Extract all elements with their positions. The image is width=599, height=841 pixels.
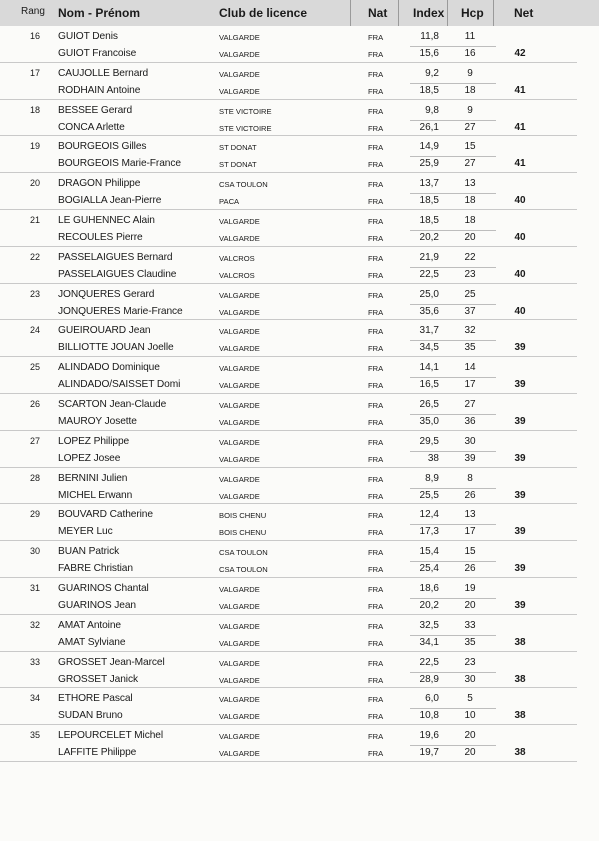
net-score: 42 xyxy=(514,48,526,59)
net-score: 40 xyxy=(514,195,526,207)
player-name: AMAT Antoine xyxy=(58,619,121,631)
player-index: 13,7 xyxy=(419,178,439,190)
row-divider xyxy=(410,267,496,268)
header-net: Net xyxy=(514,6,534,20)
player-hcp: 15 xyxy=(464,141,476,153)
player-name: BOURGEOIS Gilles xyxy=(58,141,147,153)
player-nat: FRA xyxy=(368,33,384,42)
rang-cell: 21 xyxy=(30,214,41,225)
rang-cell: 27 xyxy=(30,435,41,446)
team-row xyxy=(0,100,599,137)
player-hcp: 26 xyxy=(464,563,476,575)
player-hcp: 26 xyxy=(464,489,476,501)
player-nat: FRA xyxy=(368,381,384,391)
net-score: 39 xyxy=(514,489,526,501)
player-nat: FRA xyxy=(368,86,384,96)
player-hcp: 23 xyxy=(464,656,476,668)
net-score: 38 xyxy=(514,636,526,648)
player-club: CSA TOULON xyxy=(219,548,268,558)
player-index: 18,6 xyxy=(419,582,439,594)
rang-cell: 26 xyxy=(30,398,41,409)
player-name: ETHORE Pascal xyxy=(58,693,133,705)
row-divider xyxy=(410,377,496,378)
player-club: VALGARDE xyxy=(219,33,260,42)
player-nat: FRA xyxy=(368,528,384,538)
net-score: 39 xyxy=(514,452,526,464)
player-hcp: 16 xyxy=(464,48,476,59)
player-nat: FRA xyxy=(368,143,384,153)
player-index: 32,5 xyxy=(419,619,439,631)
player-name: FABRE Christian xyxy=(58,563,133,575)
player-name: CAUJOLLE Bernard xyxy=(58,67,149,79)
player-name: LAFFITE Philippe xyxy=(58,747,137,759)
player-index: 22,5 xyxy=(419,656,439,668)
player-name: LE GUHENNEC Alain xyxy=(58,214,155,226)
team-row xyxy=(0,63,599,100)
net-score: 40 xyxy=(514,305,526,317)
player-nat: FRA xyxy=(368,216,384,226)
net-score: 39 xyxy=(514,526,526,538)
team-row xyxy=(0,615,599,652)
player-index: 16,5 xyxy=(419,379,439,391)
player-hcp: 22 xyxy=(464,251,476,263)
player-name: ALINDADO Dominique xyxy=(58,362,160,374)
player-name: GUARINOS Jean xyxy=(58,599,136,611)
player-index: 22,5 xyxy=(419,268,439,280)
player-club: VALGARDE xyxy=(219,381,260,391)
team-row xyxy=(0,541,599,578)
player-hcp: 18 xyxy=(464,195,476,207)
player-index: 38 xyxy=(427,452,439,464)
player-club: VALGARDE xyxy=(219,695,260,705)
player-name: JONQUERES Gerard xyxy=(58,288,155,300)
rang-cell: 28 xyxy=(30,472,41,483)
player-club: VALGARDE xyxy=(219,86,260,96)
player-club: VALGARDE xyxy=(219,712,260,722)
player-nat: FRA xyxy=(368,584,384,594)
net-score: 39 xyxy=(514,599,526,611)
player-nat: FRA xyxy=(368,548,384,558)
player-name: MEYER Luc xyxy=(58,526,113,538)
player-club: VALGARDE xyxy=(219,601,260,611)
rang-cell: 35 xyxy=(30,730,41,741)
player-hcp: 18 xyxy=(464,84,476,96)
player-index: 31,7 xyxy=(419,325,439,337)
player-index: 28,9 xyxy=(419,673,439,685)
player-nat: FRA xyxy=(368,417,384,427)
player-name: MAUROY Josette xyxy=(58,415,137,427)
row-divider xyxy=(410,156,496,157)
player-club: BOIS CHENU xyxy=(219,528,267,538)
player-nat: FRA xyxy=(368,307,384,317)
row-divider xyxy=(410,304,496,305)
player-name: CONCA Arlette xyxy=(58,121,125,133)
player-name: GROSSET Janick xyxy=(58,673,138,685)
player-name: ALINDADO/SAISSET Domi xyxy=(58,379,181,391)
player-nat: FRA xyxy=(368,638,384,648)
rang-cell: 32 xyxy=(30,619,41,630)
player-index: 35,6 xyxy=(419,305,439,317)
player-hcp: 30 xyxy=(464,673,476,685)
header-divider xyxy=(350,0,351,26)
header-divider xyxy=(447,0,448,26)
player-nat: FRA xyxy=(368,565,384,575)
player-name: AMAT Sylviane xyxy=(58,636,126,648)
player-hcp: 20 xyxy=(464,599,476,611)
team-row xyxy=(0,394,599,431)
player-index: 25,4 xyxy=(419,563,439,575)
team-row xyxy=(0,284,599,321)
player-club: VALGARDE xyxy=(219,50,260,59)
player-club: VALGARDE xyxy=(219,749,260,759)
net-score: 41 xyxy=(514,84,526,96)
player-club: VALGARDE xyxy=(219,307,260,317)
player-club: STE VICTOIRE xyxy=(219,123,272,133)
player-club: VALGARDE xyxy=(219,732,260,742)
player-name: PASSELAIGUES Claudine xyxy=(58,268,177,280)
rang-cell: 16 xyxy=(30,31,41,41)
player-hcp: 13 xyxy=(464,509,476,521)
rang-cell: 30 xyxy=(30,546,41,557)
player-hcp: 30 xyxy=(464,435,476,447)
net-score: 38 xyxy=(514,747,526,759)
player-nat: FRA xyxy=(368,749,384,759)
header-hcp: Hcp xyxy=(461,6,484,20)
player-club: ST DONAT xyxy=(219,160,257,170)
player-name: RECOULES Pierre xyxy=(58,231,143,243)
player-club: CSA TOULON xyxy=(219,565,268,575)
rang-cell: 20 xyxy=(30,178,41,189)
player-club: VALGARDE xyxy=(219,437,260,447)
player-index: 20,2 xyxy=(419,231,439,243)
player-club: VALGARDE xyxy=(219,216,260,226)
player-hcp: 14 xyxy=(464,362,476,374)
player-club: VALGARDE xyxy=(219,454,260,464)
player-hcp: 23 xyxy=(464,268,476,280)
team-row xyxy=(0,136,599,173)
rang-cell: 34 xyxy=(30,693,41,704)
player-nat: FRA xyxy=(368,270,384,280)
player-name: GUARINOS Chantal xyxy=(58,582,149,594)
row-divider xyxy=(410,83,496,84)
net-score: 41 xyxy=(514,121,526,133)
net-score: 38 xyxy=(514,710,526,722)
player-index: 17,3 xyxy=(419,526,439,538)
player-nat: FRA xyxy=(368,511,384,521)
player-name: MICHEL Erwann xyxy=(58,489,133,501)
row-divider xyxy=(410,340,496,341)
net-score: 40 xyxy=(514,231,526,243)
player-index: 11,8 xyxy=(420,31,439,42)
player-hcp: 33 xyxy=(464,619,476,631)
player-club: VALGARDE xyxy=(219,69,260,79)
player-hcp: 9 xyxy=(467,104,473,116)
row-divider xyxy=(410,635,496,636)
player-hcp: 35 xyxy=(464,636,476,648)
player-hcp: 8 xyxy=(467,472,473,484)
player-hcp: 19 xyxy=(464,582,476,594)
net-score: 41 xyxy=(514,158,526,170)
player-hcp: 11 xyxy=(464,31,476,42)
player-hcp: 9 xyxy=(467,67,473,79)
net-score: 39 xyxy=(514,563,526,575)
team-row xyxy=(0,468,599,505)
player-nat: FRA xyxy=(368,290,384,300)
header-rang: Rang xyxy=(21,6,45,17)
header-index: Index xyxy=(413,6,445,20)
player-index: 18,5 xyxy=(419,84,439,96)
player-name: GUIOT Francoise xyxy=(58,48,137,59)
player-index: 25,0 xyxy=(419,288,439,300)
player-hcp: 13 xyxy=(464,178,476,190)
player-nat: FRA xyxy=(368,344,384,354)
player-index: 19,7 xyxy=(419,747,439,759)
player-nat: FRA xyxy=(368,491,384,501)
team-row xyxy=(0,173,599,210)
row-divider xyxy=(410,193,496,194)
player-name: BOGIALLA Jean-Pierre xyxy=(58,195,162,207)
player-name: GROSSET Jean-Marcel xyxy=(58,656,165,668)
rang-cell: 24 xyxy=(30,325,41,336)
net-score: 39 xyxy=(514,379,526,391)
row-divider xyxy=(410,488,496,489)
table-header xyxy=(0,0,599,26)
rang-cell: 29 xyxy=(30,509,41,520)
player-club: VALCROS xyxy=(219,270,255,280)
player-hcp: 27 xyxy=(464,398,476,410)
player-club: VALGARDE xyxy=(219,638,260,648)
player-nat: FRA xyxy=(368,50,384,59)
player-nat: FRA xyxy=(368,400,384,410)
player-hcp: 25 xyxy=(464,288,476,300)
team-row xyxy=(0,652,599,689)
row-divider xyxy=(410,672,496,673)
player-index: 26,5 xyxy=(419,398,439,410)
player-index: 14,9 xyxy=(419,141,439,153)
player-nat: FRA xyxy=(368,474,384,484)
player-club: VALGARDE xyxy=(219,658,260,668)
player-hcp: 17 xyxy=(464,379,476,391)
player-name: SCARTON Jean-Claude xyxy=(58,398,167,410)
player-index: 14,1 xyxy=(419,362,439,374)
player-hcp: 35 xyxy=(464,342,476,354)
player-club: CSA TOULON xyxy=(219,180,268,190)
row-divider xyxy=(410,414,496,415)
player-index: 18,5 xyxy=(419,195,439,207)
player-index: 15,4 xyxy=(419,546,439,558)
team-row xyxy=(0,210,599,247)
header-nom: Nom - Prénom xyxy=(58,6,141,20)
player-index: 29,5 xyxy=(419,435,439,447)
row-divider xyxy=(410,745,496,746)
player-hcp: 39 xyxy=(464,452,476,464)
player-hcp: 20 xyxy=(464,231,476,243)
player-nat: FRA xyxy=(368,197,384,207)
player-nat: FRA xyxy=(368,437,384,447)
player-hcp: 20 xyxy=(464,730,476,742)
player-name: BESSEE Gerard xyxy=(58,104,133,116)
player-name: JONQUERES Marie-France xyxy=(58,305,183,317)
player-index: 20,2 xyxy=(419,599,439,611)
net-score: 40 xyxy=(514,268,526,280)
player-nat: FRA xyxy=(368,160,384,170)
player-name: BOUVARD Catherine xyxy=(58,509,153,521)
player-index: 34,5 xyxy=(419,342,439,354)
team-row xyxy=(0,504,599,541)
player-name: LOPEZ Josee xyxy=(58,452,121,464)
player-nat: FRA xyxy=(368,675,384,685)
player-hcp: 20 xyxy=(464,747,476,759)
player-nat: FRA xyxy=(368,732,384,742)
player-club: VALGARDE xyxy=(219,675,260,685)
team-row xyxy=(0,320,599,357)
player-hcp: 27 xyxy=(464,121,476,133)
player-club: VALGARDE xyxy=(219,233,260,243)
player-club: VALGARDE xyxy=(219,327,260,337)
rang-cell: 17 xyxy=(30,67,41,78)
team-divider xyxy=(0,761,577,762)
player-name: BILLIOTTE JOUAN Joelle xyxy=(58,342,174,354)
player-name: LOPEZ Philippe xyxy=(58,435,130,447)
player-index: 9,2 xyxy=(425,67,439,79)
player-nat: FRA xyxy=(368,364,384,374)
row-divider xyxy=(410,46,496,47)
player-club: VALGARDE xyxy=(219,400,260,410)
player-nat: FRA xyxy=(368,601,384,611)
team-row xyxy=(0,26,599,63)
net-score: 38 xyxy=(514,673,526,685)
player-nat: FRA xyxy=(368,69,384,79)
player-club: ST DONAT xyxy=(219,143,257,153)
rang-cell: 19 xyxy=(30,141,41,152)
player-index: 26,1 xyxy=(419,121,439,133)
player-name: SUDAN Bruno xyxy=(58,710,123,722)
row-divider xyxy=(410,451,496,452)
player-club: VALCROS xyxy=(219,253,255,263)
player-index: 8,9 xyxy=(425,472,439,484)
net-score: 39 xyxy=(514,342,526,354)
header-divider xyxy=(398,0,399,26)
header-nat: Nat xyxy=(368,6,388,20)
player-club: VALGARDE xyxy=(219,621,260,631)
player-index: 12,4 xyxy=(419,509,439,521)
player-club: VALGARDE xyxy=(219,364,260,374)
player-hcp: 5 xyxy=(467,693,473,705)
row-divider xyxy=(410,120,496,121)
player-name: LEPOURCELET Michel xyxy=(58,730,164,742)
player-hcp: 17 xyxy=(464,526,476,538)
player-index: 35,0 xyxy=(419,415,439,427)
rang-cell: 23 xyxy=(30,288,41,299)
player-index: 6,0 xyxy=(425,693,439,705)
player-nat: FRA xyxy=(368,106,384,116)
player-club: VALGARDE xyxy=(219,474,260,484)
player-name: DRAGON Philippe xyxy=(58,178,141,190)
header-club: Club de licence xyxy=(219,6,308,20)
team-row xyxy=(0,725,599,762)
player-name: BERNINI Julien xyxy=(58,472,128,484)
player-name: GUEIROUARD Jean xyxy=(58,325,151,337)
team-row xyxy=(0,247,599,284)
player-hcp: 18 xyxy=(464,214,476,226)
player-name: GUIOT Denis xyxy=(58,31,118,42)
player-club: STE VICTOIRE xyxy=(219,106,272,116)
team-row xyxy=(0,431,599,468)
player-hcp: 15 xyxy=(464,546,476,558)
player-nat: FRA xyxy=(368,658,384,668)
rang-cell: 18 xyxy=(30,104,41,115)
player-hcp: 10 xyxy=(464,710,476,722)
player-index: 15,6 xyxy=(419,48,439,59)
row-divider xyxy=(410,708,496,709)
player-nat: FRA xyxy=(368,327,384,337)
rang-cell: 25 xyxy=(30,362,41,373)
player-name: BOURGEOIS Marie-France xyxy=(58,158,181,170)
row-divider xyxy=(410,561,496,562)
player-hcp: 32 xyxy=(464,325,476,337)
player-name: PASSELAIGUES Bernard xyxy=(58,251,173,263)
player-index: 25,5 xyxy=(419,489,439,501)
team-row xyxy=(0,688,599,725)
player-index: 19,6 xyxy=(419,730,439,742)
player-club: VALGARDE xyxy=(219,290,260,300)
row-divider xyxy=(410,598,496,599)
player-club: VALGARDE xyxy=(219,584,260,594)
player-nat: FRA xyxy=(368,712,384,722)
player-nat: FRA xyxy=(368,695,384,705)
rang-cell: 22 xyxy=(30,251,41,262)
row-divider xyxy=(410,524,496,525)
player-index: 10,8 xyxy=(419,710,439,722)
team-row xyxy=(0,578,599,615)
player-club: BOIS CHENU xyxy=(219,511,267,521)
player-nat: FRA xyxy=(368,621,384,631)
player-hcp: 36 xyxy=(464,415,476,427)
player-hcp: 27 xyxy=(464,158,476,170)
player-name: RODHAIN Antoine xyxy=(58,84,141,96)
results-table xyxy=(0,26,599,762)
net-score: 39 xyxy=(514,415,526,427)
player-nat: FRA xyxy=(368,233,384,243)
team-row xyxy=(0,357,599,394)
player-index: 9,8 xyxy=(425,104,439,116)
rang-cell: 31 xyxy=(30,582,41,593)
player-club: VALGARDE xyxy=(219,491,260,501)
player-club: PACA xyxy=(219,197,240,207)
player-hcp: 37 xyxy=(464,305,476,317)
player-index: 25,9 xyxy=(419,158,439,170)
player-club: VALGARDE xyxy=(219,344,260,354)
player-index: 34,1 xyxy=(419,636,439,648)
player-nat: FRA xyxy=(368,253,384,263)
row-divider xyxy=(410,230,496,231)
rang-cell: 33 xyxy=(30,656,41,667)
player-nat: FRA xyxy=(368,180,384,190)
player-nat: FRA xyxy=(368,454,384,464)
header-divider xyxy=(493,0,494,26)
player-nat: FRA xyxy=(368,123,384,133)
player-club: VALGARDE xyxy=(219,417,260,427)
player-index: 21,9 xyxy=(419,251,439,263)
player-index: 18,5 xyxy=(419,214,439,226)
player-name: BUAN Patrick xyxy=(58,546,120,558)
